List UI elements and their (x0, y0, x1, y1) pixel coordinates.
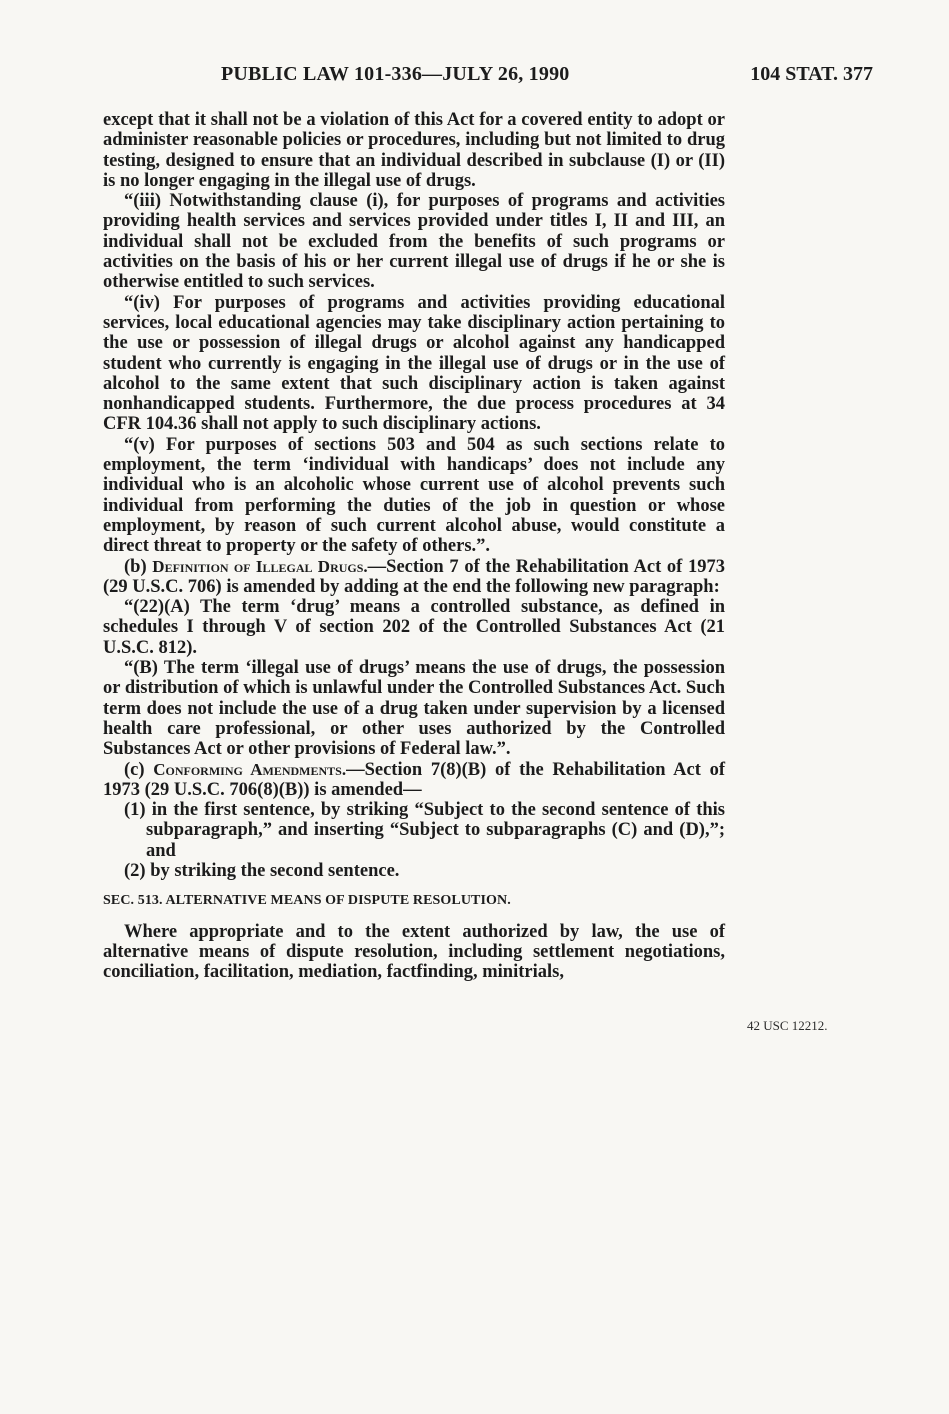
statute-body (103, 110, 725, 982)
subsection-c-text: —Section 7(8)(B) of the Rehabilitation Act of 1973 (29 U.S.C. 706(8)(B)) is amended— (103, 759, 725, 800)
paragraph-subsection-b (103, 557, 725, 598)
paragraph-22A: “(22)(A) The term ‘drug’ means a controlled substance, as defined in schedules I through V of section 202 of the Controlled Substances Act (21 U.S.C. 812). (103, 597, 725, 658)
paragraph-22B: “(B) The term ‘illegal use of drugs’ means the use of drugs, the possession or distribution of which is unlawful under the Controlled Substances Act. Such term does not include the use of a drug taken under supervision by a licensed health care professional, or other uses authorized by the Controlled Substances Act or other provisions of Federal law.”. (103, 658, 725, 760)
subsection-b-lead: (b) (124, 556, 153, 577)
paragraph-clause-v: “(v) For purposes of sections 503 and 504 as such sections relate to employment, the term ‘individual with handicaps’ does not include any individual who is an alcoholic whose current use of alcohol prevents such individual from performing the duties of the job in question or whose employment, by reason of such current alcohol abuse, would constitute a direct threat to property or the safety of others.”. (103, 434, 725, 557)
statute-page-number: 104 STAT. 377 (750, 63, 873, 85)
subsection-b-caption: Definition of Illegal Drugs. (152, 556, 368, 576)
subsection-c-caption: Conforming Amendments. (153, 759, 347, 779)
paragraph-clause-iii: “(iii) Notwithstanding clause (i), for purposes of programs and activities providing health services and services provided under titles I, II and III, an individual shall not be excluded from the benefits of such programs or activities on the basis of his or her current illegal use of drugs if he or she is otherwise entitled to such services. (103, 191, 725, 293)
margin-citation: 42 USC 12212. (747, 1018, 828, 1033)
paragraph-clause-iv: “(iv) For purposes of programs and activities providing educational services, local educational agencies may take disciplinary action pertaining to the use or possession of illegal drugs or alcohol against any handicapped student who currently is engaging in the illegal use of drugs or in the use of alcohol to the same extent that such disciplinary action is taken against nonhandicapped students. Furthermore, the due process procedures at 34 CFR 104.36 shall not apply to such disciplinary actions. (103, 292, 725, 435)
paragraph-subsection-c (103, 760, 725, 801)
paragraph-sec-513: Where appropriate and to the extent authorized by law, the use of alternative means of dispute resolution, including settlement negotiations, conciliation, facilitation, mediation, factfinding, minitrials, (103, 921, 725, 983)
subsection-c-lead: (c) (124, 759, 154, 780)
amendment-item-2: (2) by striking the second sentence. (124, 860, 400, 881)
subsection-b-text: —Section 7 of the Rehabilitation Act of 1973 (29 U.S.C. 706) is amended by adding at the end the following new paragraph: (103, 556, 725, 597)
amendment-item-1: (1) in the first sentence, by striking “Subject to the second sentence of this subparagraph,” and inserting “Subject to subparagraphs (C) and (D),”; and (124, 800, 725, 861)
running-title: PUBLIC LAW 101-336—JULY 26, 1990 (221, 63, 570, 85)
page-header (103, 63, 873, 91)
section-heading: SEC. 513. ALTERNATIVE MEANS OF DISPUTE RESOLUTION. (103, 893, 511, 909)
paragraph-continuation: except that it shall not be a violation of this Act for a covered entity to adopt or administer reasonable policies or procedures, including but not limited to drug testing, designed to ensure that an individual described in subclause (I) or (II) is no longer engaging in the illegal use of drugs. (103, 110, 725, 191)
